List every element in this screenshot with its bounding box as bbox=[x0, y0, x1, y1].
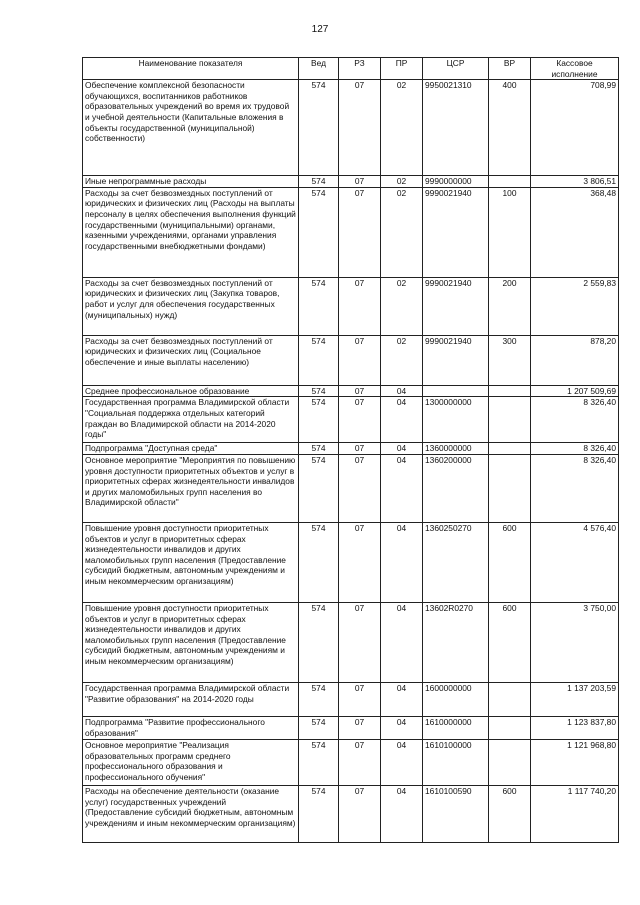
row-pr: 04 bbox=[381, 443, 423, 455]
row-pr: 02 bbox=[381, 187, 423, 277]
table-row bbox=[83, 443, 619, 455]
row-vr bbox=[489, 397, 531, 443]
row-name: Повышение уровня доступности приоритетных объектов и услуг в приоритетных сферах жизнедеятельности инвалидов и других маломобильных групп населения (Предоставление субсидий бюджетным, автономным учреждениям и иным некоммерческим организациям) bbox=[83, 522, 299, 602]
row-name: Основное мероприятие "Реализация образовательных программ среднего профессионального образования и профессионального обучения" bbox=[83, 739, 299, 785]
budget-execution-table bbox=[82, 57, 619, 843]
table-header-row bbox=[83, 58, 619, 80]
row-name: Обеспечение комплексной безопасности обучающихся, воспитанников работников образовательных учреждений во время их трудовой и учебной деятельности (Капитальные вложения в объекты государственной (муниципальной) собственности) bbox=[83, 80, 299, 176]
row-rz: 07 bbox=[339, 454, 381, 522]
row-name: Подпрограмма "Развитие профессионального образования" bbox=[83, 716, 299, 739]
row-csr: 1360200000 bbox=[423, 454, 489, 522]
row-rz: 07 bbox=[339, 277, 381, 335]
row-rz: 07 bbox=[339, 716, 381, 739]
row-name: Среднее профессиональное образование bbox=[83, 385, 299, 397]
table-row bbox=[83, 716, 619, 739]
row-rz: 07 bbox=[339, 335, 381, 385]
row-rz: 07 bbox=[339, 443, 381, 455]
row-rz: 07 bbox=[339, 739, 381, 785]
row-amount: 708,99 bbox=[531, 80, 619, 176]
table-row bbox=[83, 454, 619, 522]
row-csr: 1360250270 bbox=[423, 522, 489, 602]
row-name: Подпрограмма "Доступная среда" bbox=[83, 443, 299, 455]
row-amount: 1 117 740,20 bbox=[531, 785, 619, 842]
row-csr: 1610100590 bbox=[423, 785, 489, 842]
header-amount: Кассовое исполнение bbox=[531, 58, 619, 80]
row-vr bbox=[489, 176, 531, 188]
table-row bbox=[83, 522, 619, 602]
row-ved: 574 bbox=[299, 602, 339, 682]
row-amount: 3 750,00 bbox=[531, 602, 619, 682]
row-vr bbox=[489, 682, 531, 716]
table-row bbox=[83, 397, 619, 443]
row-ved: 574 bbox=[299, 785, 339, 842]
row-rz: 07 bbox=[339, 522, 381, 602]
row-ved: 574 bbox=[299, 385, 339, 397]
row-name: Государственная программа Владимирской области "Социальная поддержка отдельных категорий граждан во Владимирской области на 2014-2020 годы" bbox=[83, 397, 299, 443]
row-vr: 600 bbox=[489, 785, 531, 842]
row-pr: 04 bbox=[381, 385, 423, 397]
header-pr: ПР bbox=[381, 58, 423, 80]
row-csr: 1600000000 bbox=[423, 682, 489, 716]
row-ved: 574 bbox=[299, 454, 339, 522]
page-number: 127 bbox=[311, 24, 329, 35]
row-rz: 07 bbox=[339, 385, 381, 397]
row-ved: 574 bbox=[299, 716, 339, 739]
row-vr: 100 bbox=[489, 187, 531, 277]
row-csr: 1360000000 bbox=[423, 443, 489, 455]
table-row bbox=[83, 176, 619, 188]
row-name: Основное мероприятие "Мероприятия по повышению уровня доступности приоритетных объектов и услуг в приоритетных сферах жизнедеятельности инвалидов и других маломобильных групп населения во Владимирской области" bbox=[83, 454, 299, 522]
row-ved: 574 bbox=[299, 443, 339, 455]
row-amount: 2 559,83 bbox=[531, 277, 619, 335]
row-pr: 04 bbox=[381, 397, 423, 443]
table-row bbox=[83, 187, 619, 277]
row-pr: 02 bbox=[381, 80, 423, 176]
row-amount: 8 326,40 bbox=[531, 454, 619, 522]
row-ved: 574 bbox=[299, 176, 339, 188]
row-vr bbox=[489, 739, 531, 785]
row-vr: 600 bbox=[489, 522, 531, 602]
row-csr: 9950021310 bbox=[423, 80, 489, 176]
row-ved: 574 bbox=[299, 739, 339, 785]
row-ved: 574 bbox=[299, 335, 339, 385]
row-pr: 04 bbox=[381, 602, 423, 682]
row-csr: 9990021940 bbox=[423, 335, 489, 385]
row-csr bbox=[423, 385, 489, 397]
row-name: Повышение уровня доступности приоритетных объектов и услуг в приоритетных сферах жизнедеятельности инвалидов и других маломобильных групп населения (Предоставление субсидий бюджетным, автономным учреждениям и иным некоммерческим организациям) bbox=[83, 602, 299, 682]
row-vr bbox=[489, 385, 531, 397]
row-pr: 02 bbox=[381, 277, 423, 335]
table-row bbox=[83, 602, 619, 682]
row-ved: 574 bbox=[299, 187, 339, 277]
row-pr: 04 bbox=[381, 682, 423, 716]
row-csr: 1610000000 bbox=[423, 716, 489, 739]
table-row bbox=[83, 277, 619, 335]
row-ved: 574 bbox=[299, 682, 339, 716]
row-vr bbox=[489, 454, 531, 522]
row-name: Расходы за счет безвозмездных поступлений от юридических и физических лиц (Расходы на выплаты персоналу в целях обеспечения выполнения функций государственными (муниципальными) органами, казенными учреждениями, органами управления государственными внебюджетными фондами) bbox=[83, 187, 299, 277]
table-row bbox=[83, 785, 619, 842]
row-csr: 1300000000 bbox=[423, 397, 489, 443]
row-name: Иные непрограммные расходы bbox=[83, 176, 299, 188]
row-pr: 04 bbox=[381, 454, 423, 522]
header-ved: Вед bbox=[299, 58, 339, 80]
row-ved: 574 bbox=[299, 397, 339, 443]
row-rz: 07 bbox=[339, 176, 381, 188]
header-name: Наименование показателя bbox=[83, 58, 299, 80]
row-amount: 368,48 bbox=[531, 187, 619, 277]
row-amount: 3 806,51 bbox=[531, 176, 619, 188]
row-csr: 9990000000 bbox=[423, 176, 489, 188]
row-ved: 574 bbox=[299, 277, 339, 335]
table-row bbox=[83, 385, 619, 397]
row-csr: 1610100000 bbox=[423, 739, 489, 785]
row-pr: 02 bbox=[381, 176, 423, 188]
header-csr: ЦСР bbox=[423, 58, 489, 80]
row-rz: 07 bbox=[339, 785, 381, 842]
row-vr bbox=[489, 716, 531, 739]
row-csr: 9990021940 bbox=[423, 277, 489, 335]
row-ved: 574 bbox=[299, 522, 339, 602]
table-row bbox=[83, 739, 619, 785]
row-amount: 4 576,40 bbox=[531, 522, 619, 602]
row-name: Государственная программа Владимирской области "Развитие образования" на 2014-2020 годы bbox=[83, 682, 299, 716]
header-vr: ВР bbox=[489, 58, 531, 80]
row-amount: 8 326,40 bbox=[531, 397, 619, 443]
row-amount: 8 326,40 bbox=[531, 443, 619, 455]
row-vr: 200 bbox=[489, 277, 531, 335]
header-rz: РЗ bbox=[339, 58, 381, 80]
row-pr: 04 bbox=[381, 522, 423, 602]
row-csr: 13602R0270 bbox=[423, 602, 489, 682]
row-pr: 04 bbox=[381, 716, 423, 739]
row-amount: 878,20 bbox=[531, 335, 619, 385]
row-ved: 574 bbox=[299, 80, 339, 176]
row-pr: 04 bbox=[381, 785, 423, 842]
row-rz: 07 bbox=[339, 602, 381, 682]
row-name: Расходы за счет безвозмездных поступлений от юридических и физических лиц (Закупка товаров, работ и услуг для обеспечения государственных (муниципальных) нужд) bbox=[83, 277, 299, 335]
row-rz: 07 bbox=[339, 397, 381, 443]
row-name: Расходы за счет безвозмездных поступлений от юридических и физических лиц (Социальное обеспечение и иные выплаты населению) bbox=[83, 335, 299, 385]
row-vr: 400 bbox=[489, 80, 531, 176]
row-rz: 07 bbox=[339, 187, 381, 277]
row-vr: 300 bbox=[489, 335, 531, 385]
row-amount: 1 121 968,80 bbox=[531, 739, 619, 785]
table-row bbox=[83, 682, 619, 716]
row-amount: 1 137 203,59 bbox=[531, 682, 619, 716]
row-rz: 07 bbox=[339, 80, 381, 176]
row-vr: 600 bbox=[489, 602, 531, 682]
row-rz: 07 bbox=[339, 682, 381, 716]
row-name: Расходы на обеспечение деятельности (оказание услуг) государственных учреждений (Предоставление субсидий бюджетным, автономным учреждениям и иным некоммерческим организациям) bbox=[83, 785, 299, 842]
row-pr: 04 bbox=[381, 739, 423, 785]
row-pr: 02 bbox=[381, 335, 423, 385]
table-row bbox=[83, 80, 619, 176]
row-amount: 1 207 509,69 bbox=[531, 385, 619, 397]
table-row bbox=[83, 335, 619, 385]
row-csr: 9990021940 bbox=[423, 187, 489, 277]
row-amount: 1 123 837,80 bbox=[531, 716, 619, 739]
row-vr bbox=[489, 443, 531, 455]
